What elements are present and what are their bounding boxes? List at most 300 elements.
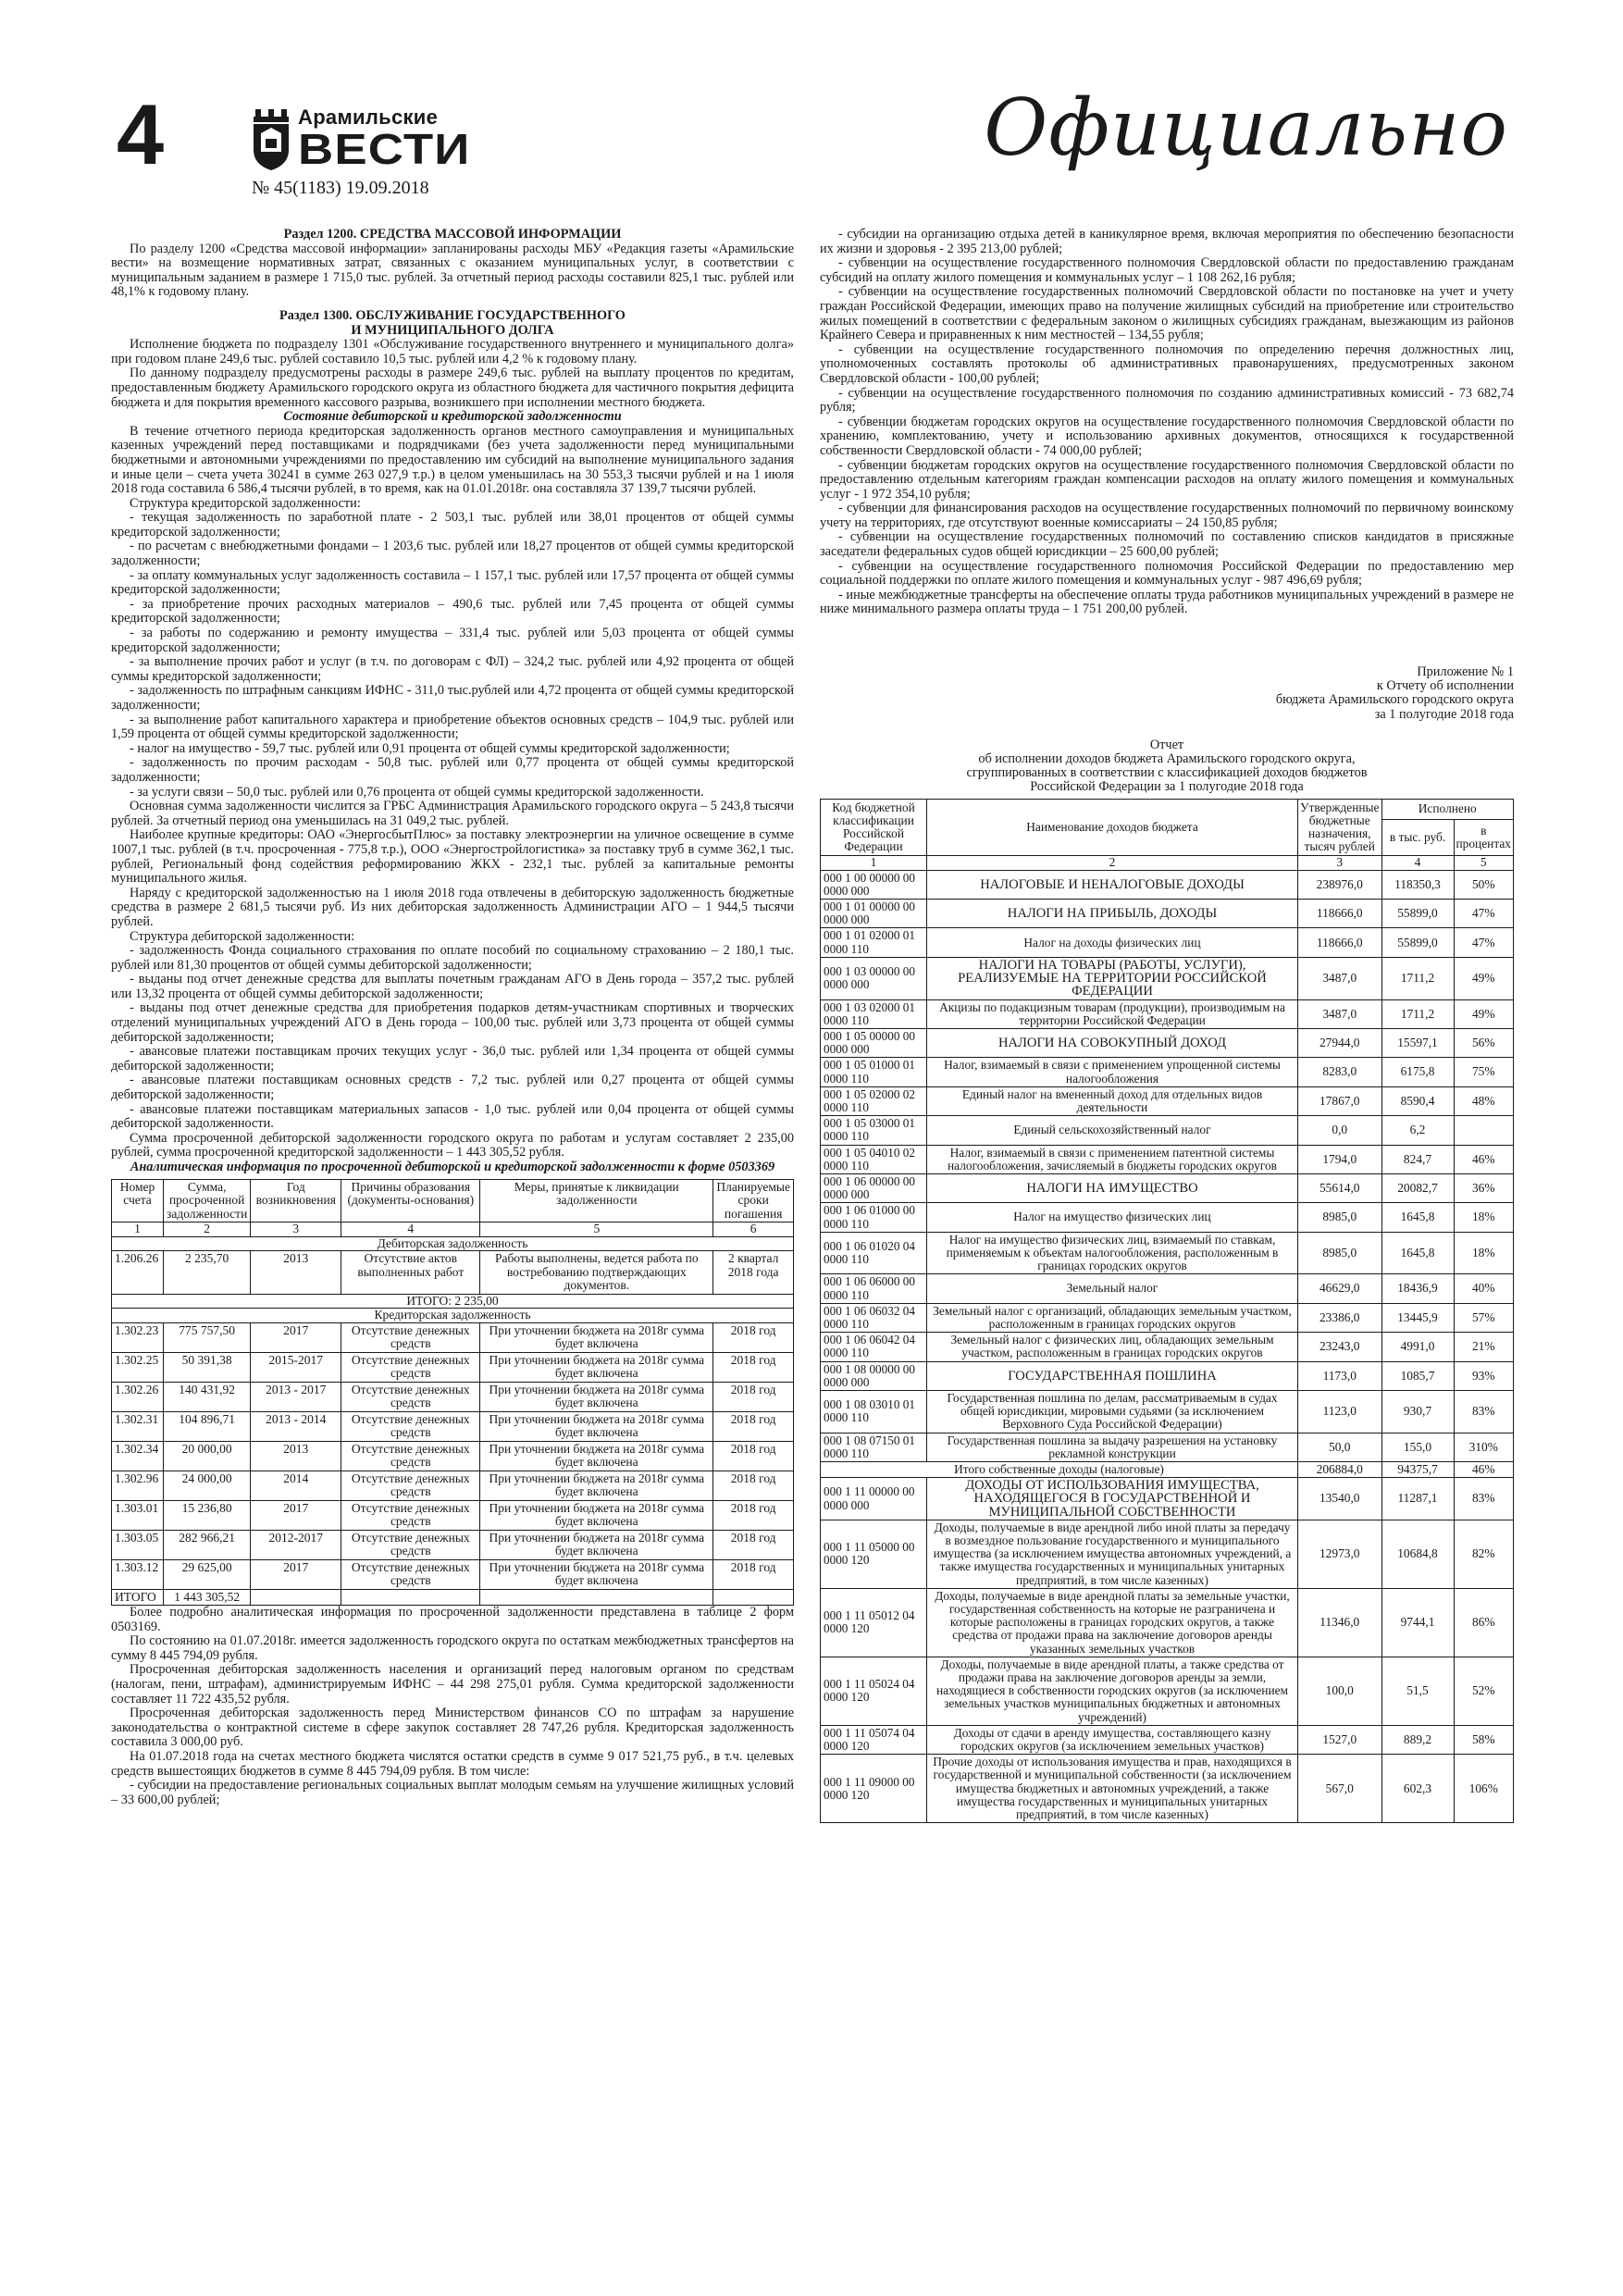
index-cell: 3: [251, 1222, 341, 1237]
term-cell: 2018 год: [713, 1441, 794, 1471]
account-number-cell: 1.302.31: [112, 1411, 164, 1441]
list-item: - выданы под отчет денежные средства для выплаты почетным гражданам АГО в День города – 357,2 тыс. рублей или 13,32 процента от общей суммы дебиторской задолженности;: [111, 972, 794, 1001]
report-title-line: Отчет: [1149, 737, 1184, 752]
budget-code-cell: 000 1 11 05012 04 0000 120: [821, 1588, 927, 1657]
total-row: [112, 1589, 794, 1606]
heading-section-1300-line2: И МУНИЦИПАЛЬНОГО ДОЛГА: [351, 322, 554, 338]
percent-cell: 46%: [1454, 1462, 1514, 1478]
masthead: [111, 82, 1512, 207]
term-cell: 2018 год: [713, 1471, 794, 1500]
year-cell: 2017: [251, 1322, 341, 1352]
overdue-debt-table: [111, 1179, 794, 1607]
paragraph: Структура кредиторской задолженности:: [130, 495, 361, 511]
list-item: - субсидии на организацию отдыха детей в каникулярное время, включая мероприятия по обеспечению безопасности их жизни и здоровья - 2 395 213,00 рублей;: [820, 227, 1514, 256]
percent-cell: 106%: [1454, 1755, 1514, 1823]
index-cell: 1: [112, 1222, 164, 1237]
col-header-code: Код бюджетной классификации Российской Федерации: [821, 799, 927, 856]
list-item: - за выполнение прочих работ и услуг (в т.ч. по договорам с ФЛ) – 324,2 тыс. рублей или 4,92 процента от общей суммы кредиторской задолженности;: [111, 654, 794, 684]
list-item: - субвенции на осуществление государственного полномочия Российской Федерации по предоставлению мер социальной поддержки по оплате жилого помещения и коммунальных услуг - 987 496,69 рубля;: [820, 558, 1514, 589]
plan-cell: 55614,0: [1298, 1173, 1382, 1202]
account-number-cell: 1.302.34: [112, 1441, 164, 1471]
report-title-line: Российской Федерации за 1 полугодие 2018 года: [1030, 779, 1304, 795]
percent-cell: 56%: [1454, 1028, 1514, 1057]
paragraph: По разделу 1200 «Средства массовой информации» запланированы расходы МБУ «Редакция газеты «Арамильские вести» на возмещение нормативных затрат, связанных с оказанием муниципальных услуг, в соответствии с муниципальным заданием в размере 1 715,0 тыс. рублей. За отчетный период расходы составили 825,1 тыс. рублей или 48,1% к годовому плану.: [111, 241, 794, 300]
debtor-total-row: [112, 1294, 794, 1309]
executed-cell: 1645,8: [1381, 1232, 1454, 1274]
measures-cell: При уточнении бюджета на 2018г сумма будет включена: [480, 1559, 713, 1589]
percent-cell: 48%: [1454, 1086, 1514, 1115]
list-item: - за услуги связи – 50,0 тыс. рублей или 0,76 процента от общей суммы кредиторской задолженности.: [130, 784, 704, 800]
subsidy-list: [820, 228, 1514, 617]
executed-cell: 1711,2: [1381, 999, 1454, 1028]
plan-cell: 27944,0: [1298, 1028, 1382, 1057]
income-name-cell: Государственная пошлина за выдачу разрешения на установку рекламной конструкции: [927, 1433, 1298, 1461]
plan-cell: 118666,0: [1298, 900, 1382, 928]
col-header-executed: Исполнено: [1381, 799, 1514, 820]
income-name-cell: Единый сельскохозяйственный налог: [927, 1116, 1298, 1145]
budget-code-cell: 000 1 11 05024 04 0000 120: [821, 1657, 927, 1725]
table-row: [821, 957, 1514, 999]
income-name-cell: Акцизы по подакцизным товарам (продукции), производимым на территории Российской Федерации: [927, 999, 1298, 1028]
index-cell: 5: [480, 1222, 713, 1237]
budget-code-cell: 000 1 06 06042 04 0000 110: [821, 1333, 927, 1361]
plan-cell: 46629,0: [1298, 1274, 1382, 1303]
income-name-cell: Государственная пошлина по делам, рассматриваемым в судах общей юрисдикции, мировыми судьями (за исключением Верховного Суда Российской Федерации): [927, 1390, 1298, 1433]
plan-cell: 238976,0: [1298, 870, 1382, 899]
empty-cell: [480, 1589, 713, 1606]
reason-cell: Отсутствие денежных средств: [341, 1382, 480, 1411]
col-header-name: Наименование доходов бюджета: [927, 799, 1298, 856]
executed-cell: 55899,0: [1381, 928, 1454, 957]
percent-cell: 83%: [1454, 1390, 1514, 1433]
year-cell: 2013 - 2014: [251, 1411, 341, 1441]
income-name-cell: Налог, взимаемый в связи с применением упрощенной системы налогообложения: [927, 1058, 1298, 1086]
table-row: [821, 1232, 1514, 1274]
income-name-cell: Прочие доходы от использования имущества и прав, находящихся в государственной и муниципальной собственности (за исключением имущества бюджетных и автономных учреждений, а также имущества государственных и муниципальных унитарных предприятий, в том числе казенных): [927, 1755, 1298, 1823]
col-header-thousands: в тыс. руб.: [1381, 820, 1454, 856]
percent-cell: 47%: [1454, 900, 1514, 928]
list-item: - субвенции бюджетам городских округов на осуществление государственного полномочия Свердловской области по хранению, комплектованию, учету и использованию архивных документов, относящихся к государственной собственности Свердловской области - 74 000,00 рублей;: [820, 414, 1514, 458]
plan-cell: 3487,0: [1298, 957, 1382, 999]
appendix-line: за 1 полугодие 2018 года: [1374, 706, 1514, 722]
executed-cell: 155,0: [1381, 1433, 1454, 1461]
plan-cell: 118666,0: [1298, 928, 1382, 957]
budget-code-cell: 000 1 01 00000 00 0000 000: [821, 900, 927, 928]
budget-code-cell: 000 1 05 03000 01 0000 110: [821, 1116, 927, 1145]
overdue-sum-cell: 104 896,71: [164, 1411, 251, 1441]
executed-cell: 1645,8: [1381, 1203, 1454, 1232]
executed-cell: 18436,9: [1381, 1274, 1454, 1303]
term-cell: 2018 год: [713, 1559, 794, 1589]
overdue-sum-cell: 2 235,70: [164, 1251, 251, 1295]
list-item: - за выполнение работ капитального характера и приобретение объектов основных средств – 104,9 тыс. рублей или 1,59 процента от общей суммы кредиторской задолженности;: [111, 712, 794, 742]
list-item: - субвенции на осуществление государственных полномочий по составлению списков кандидатов в присяжные заседатели федеральных судов общей юрисдикции – 25 600,00 рублей;: [820, 529, 1514, 560]
percent-cell: 21%: [1454, 1333, 1514, 1361]
year-cell: 2013 - 2017: [251, 1382, 341, 1411]
budget-code-cell: 000 1 11 05074 04 0000 120: [821, 1725, 927, 1754]
reason-cell: Отсутствие денежных средств: [341, 1411, 480, 1441]
executed-cell: 10684,8: [1381, 1520, 1454, 1588]
income-name-cell: Налог, взимаемый в связи с применением патентной системы налогообложения, зачисляемый в бюджеты городских округов: [927, 1145, 1298, 1173]
reason-cell: Отсутствие денежных средств: [341, 1559, 480, 1589]
empty-cell: [251, 1589, 341, 1606]
total-sum: 1 443 305,52: [164, 1589, 251, 1606]
list-item: - выданы под отчет денежные средства для приобретения подарков детям-участникам спортивных и творческих отделений муниципальных учреждений АГО в День города – 100,00 тыс. рублей или 3,73 процента от общей суммы дебиторской задолженности;: [111, 1000, 794, 1045]
income-name-cell: Единый налог на вмененный доход для отдельных видов деятельности: [927, 1086, 1298, 1115]
table-row: [112, 1500, 794, 1530]
list-item: - за работы по содержанию и ремонту имущества – 331,4 тыс. рублей или 5,03 процента от общей суммы кредиторской задолженности;: [111, 626, 794, 655]
list-item: - авансовые платежи поставщикам материальных запасов - 1,0 тыс. рублей или 0,04 процента от общей суммы дебиторской задолженности.: [111, 1101, 794, 1132]
executed-cell: 94375,7: [1381, 1462, 1454, 1478]
table-row: [821, 1588, 1514, 1657]
budget-code-cell: 000 1 08 07150 01 0000 110: [821, 1433, 927, 1461]
reason-cell: Отсутствие денежных средств: [341, 1471, 480, 1500]
reason-cell: Отсутствие денежных средств: [341, 1441, 480, 1471]
left-column: [111, 228, 794, 1807]
executed-cell: 11287,1: [1381, 1478, 1454, 1520]
table-row: [821, 1028, 1514, 1057]
plan-cell: 13540,0: [1298, 1478, 1382, 1520]
list-item: - субвенции на осуществление государственного полномочия по определению перечня должностных лиц, уполномоченных составлять протоколы об административных правонарушениях, предусмотренных законом Свердловской области - 100,00 рублей;: [820, 341, 1514, 386]
paragraph: Просроченная дебиторская задолженность населения и организаций перед налоговым органом по средствам (налогам, пени, штрафам), администрируемым ИФНС – 44 298 275,01 рубля. Сумма кредиторской задолженности составляет 11 722 435,52 рубля.: [111, 1662, 794, 1706]
measures-cell: При уточнении бюджета на 2018г сумма будет включена: [480, 1322, 713, 1352]
index-cell: 1: [821, 856, 927, 870]
table-row: [112, 1352, 794, 1382]
percent-cell: 86%: [1454, 1588, 1514, 1657]
list-item: - иные межбюджетные трансферты на обеспечение оплаты труда работников муниципальных учреждений в размере не ниже минимального размера оплаты труда – 1 751 200,00 рублей.: [820, 587, 1514, 617]
list-item: - авансовые платежи поставщикам основных средств - 7,2 тыс. рублей или 0,27 процента от общей суммы дебиторской задолженности;: [111, 1073, 794, 1103]
plan-cell: 23243,0: [1298, 1333, 1382, 1361]
coat-of-arms-icon: [252, 109, 291, 170]
total-label: ИТОГО: [112, 1589, 164, 1606]
table-row: [112, 1322, 794, 1352]
income-name-cell: ДОХОДЫ ОТ ИСПОЛЬЗОВАНИЯ ИМУЩЕСТВА, НАХОДЯЩЕГОСЯ В ГОСУДАРСТВЕННОЙ И МУНИЦИПАЛЬНОЙ СОБСТВЕННОСТИ: [927, 1478, 1298, 1520]
paragraph: Наиболее крупные кредиторы: ОАО «ЭнергосбытПлюс» за поставку электроэнергии на уличное освещение в сумме 1007,1 тыс. рублей (в т.ч. просроченная - 775,8 т.р.), ООО «Энергостройлогистика» за поставку труб в сумме 362,1 тыс. рублей, Региональный фонд содействия реформированию ЖКХ - 232,1 тыс. рублей за капитальные ремонты муниципального жилья.: [111, 827, 794, 887]
budget-code-cell: 000 1 05 04010 02 0000 110: [821, 1145, 927, 1173]
debt-table-body: [112, 1236, 794, 1606]
income-name-cell: Доходы, получаемые в виде арендной либо иной платы за передачу в возмездное пользование государственного и муниципального имущества (за исключением имущества автономных учреждений, а также имущества государственных и муниципальных унитарных предприятий, в том числе казенных): [927, 1520, 1298, 1588]
percent-cell: 47%: [1454, 928, 1514, 957]
executed-cell: 1711,2: [1381, 957, 1454, 999]
table-row: [112, 1471, 794, 1500]
list-item: - по расчетам с внебюджетными фондами – 1 203,6 тыс. рублей или 18,27 процентов от общей суммы кредиторской задолженности;: [111, 539, 794, 569]
percent-cell: 40%: [1454, 1274, 1514, 1303]
paragraph: Наряду с кредиторской задолженностью на 1 июля 2018 года отвлечены в дебиторскую задолженность бюджетные средства в размере 2 681,5 тысячи руб. Из них дебиторская задолженность Администрации АГО – 1 944,5 тысячи рублей.: [111, 885, 794, 929]
table-row: [112, 1559, 794, 1589]
overdue-sum-cell: 282 966,21: [164, 1530, 251, 1559]
list-item: - субвенции на осуществление государственного полномочия Свердловской области по предоставлению гражданам субсидий на оплату жилого помещения и коммунальных услуг – 1 108 262,16 рубля;: [820, 255, 1514, 285]
paragraph: Более подробно аналитическая информация по просроченной задолженности представлена в таблице 2 форм 0503169.: [111, 1605, 794, 1634]
budget-code-cell: 000 1 08 00000 00 0000 000: [821, 1361, 927, 1390]
executed-cell: 930,7: [1381, 1390, 1454, 1433]
year-cell: 2012-2017: [251, 1530, 341, 1559]
debtor-total-row-label: ИТОГО: 2 235,00: [112, 1294, 794, 1309]
list-item: - за приобретение прочих расходных материалов – 490,6 тыс. рублей или 7,45 процента от общей суммы кредиторской задолженности;: [111, 596, 794, 627]
measures-cell: При уточнении бюджета на 2018г сумма будет включена: [480, 1382, 713, 1411]
income-report-table: [820, 799, 1514, 1824]
index-cell: 2: [164, 1222, 251, 1237]
budget-code-cell: 000 1 06 01020 04 0000 110: [821, 1232, 927, 1274]
term-cell: 2018 год: [713, 1530, 794, 1559]
table-row: [821, 1173, 1514, 1202]
col-header: Номер счета: [112, 1179, 164, 1222]
table-row: [821, 999, 1514, 1028]
income-name-cell: Земельный налог: [927, 1274, 1298, 1303]
year-cell: 2014: [251, 1471, 341, 1500]
account-number-cell: 1.303.12: [112, 1559, 164, 1589]
budget-code-cell: 000 1 00 00000 00 0000 000: [821, 870, 927, 899]
subheading-debt-state: Состояние дебиторской и кредиторской задолженности: [283, 409, 622, 425]
measures-cell: При уточнении бюджета на 2018г сумма будет включена: [480, 1471, 713, 1500]
income-name-cell: НАЛОГИ НА ТОВАРЫ (РАБОТЫ, УСЛУГИ), РЕАЛИЗУЕМЫЕ НА ТЕРРИТОРИИ РОССИЙСКОЙ ФЕДЕРАЦИИ: [927, 957, 1298, 999]
term-cell: 2018 год: [713, 1322, 794, 1352]
issue-number-date: № 45(1183) 19.09.2018: [252, 178, 429, 198]
list-item: - задолженность Фонда социального страхования по оплате пособий по социальному страхованию – 2 180,1 тыс. рублей или 81,30 процентов от общей суммы дебиторской задолженности;: [111, 943, 794, 973]
account-number-cell: 1.206.26: [112, 1251, 164, 1295]
table-row: [821, 1755, 1514, 1823]
percent-cell: 57%: [1454, 1303, 1514, 1332]
col-header-percent: в процентах: [1454, 820, 1514, 856]
reason-cell: Отсутствие актов выполненных работ: [341, 1251, 480, 1295]
debtor-section-row-label: Дебиторская задолженность: [112, 1236, 794, 1251]
table-row: [821, 1433, 1514, 1461]
budget-code-cell: 000 1 03 00000 00 0000 000: [821, 957, 927, 999]
table-index-row: [821, 856, 1514, 870]
col-header-plan: Утвержденные бюджетные назначения, тысяч рублей: [1298, 799, 1382, 856]
creditor-structure-list: [111, 511, 794, 800]
appendix-line: к Отчету об исполнении: [1376, 678, 1514, 694]
executed-cell: 118350,3: [1381, 870, 1454, 899]
table-row: [821, 900, 1514, 928]
account-number-cell: 1.302.26: [112, 1382, 164, 1411]
plan-cell: 1173,0: [1298, 1361, 1382, 1390]
executed-cell: 9744,1: [1381, 1588, 1454, 1657]
measures-cell: При уточнении бюджета на 2018г сумма будет включена: [480, 1500, 713, 1530]
income-name-cell: НАЛОГИ НА ИМУЩЕСТВО: [927, 1173, 1298, 1202]
list-item: - субвенции на осуществление государственных полномочий Свердловской области по постановке на учет и учету граждан Российской Федерации, имеющих право на получение жилищных субсидий на приобретение или строительство жилых помещений в соответствии с федеральным законом о жилищных субсидиях гражданам, выезжающим из районов Крайнего Севера и приравненных к ним местностей – 134,55 рубля;: [820, 284, 1514, 343]
plan-cell: 8283,0: [1298, 1058, 1382, 1086]
income-name-cell: Доходы от сдачи в аренду имущества, составляющего казну городских округов (за исключением земельных участков): [927, 1725, 1298, 1754]
report-title-line: сгруппированных в соответствии с классификацией доходов бюджетов: [966, 765, 1368, 781]
paragraph: В течение отчетного периода кредиторская задолженность органов местного самоуправления и муниципальных казенных учреждений перед поставщиками и подрядчиками (без учета задолженности перед муниципальными бюджетными и автономными учреждениями по предоставлению им субсидий на выполнение муниципального задания и иные цели – счета учета 30241 в сумме 263 027,9 т.р.) в целом уменьшилась на 30 553,3 тысячи рублей и на 1 июля 2018 года составила 6 586,4 тысячи рублей, в то время, как на 01.01.2018г. она составляла 37 139,7 тысячи рублей.: [111, 423, 794, 497]
term-cell: 2018 год: [713, 1411, 794, 1441]
table-row: [112, 1441, 794, 1471]
account-number-cell: 1.302.23: [112, 1322, 164, 1352]
paragraph: Сумма просроченной дебиторской задолженности городского округа по работам и услугам составляет 2 235,00 рублей, сумма просроченной кредиторской задолженности – 1 443 305,52 рубля.: [111, 1130, 794, 1160]
executed-cell: 15597,1: [1381, 1028, 1454, 1057]
plan-cell: 50,0: [1298, 1433, 1382, 1461]
percent-cell: 58%: [1454, 1725, 1514, 1754]
empty-cell: [341, 1589, 480, 1606]
percent-cell: 49%: [1454, 957, 1514, 999]
percent-cell: 18%: [1454, 1203, 1514, 1232]
executed-cell: 602,3: [1381, 1755, 1454, 1823]
executed-cell: 13445,9: [1381, 1303, 1454, 1332]
budget-code-cell: 000 1 01 02000 01 0000 110: [821, 928, 927, 957]
overdue-sum-cell: 29 625,00: [164, 1559, 251, 1589]
budget-code-cell: 000 1 05 02000 02 0000 110: [821, 1086, 927, 1115]
term-cell: 2018 год: [713, 1382, 794, 1411]
table-row: [112, 1411, 794, 1441]
index-cell: 4: [1381, 856, 1454, 870]
year-cell: 2015-2017: [251, 1352, 341, 1382]
creditor-section-row: [112, 1309, 794, 1323]
index-cell: 5: [1454, 856, 1514, 870]
income-name-cell: НАЛОГИ НА ПРИБЫЛЬ, ДОХОДЫ: [927, 900, 1298, 928]
table-row: [821, 928, 1514, 957]
income-name-cell: ГОСУДАРСТВЕННАЯ ПОШЛИНА: [927, 1361, 1298, 1390]
income-name-cell: Доходы, получаемые в виде арендной платы, а также средства от продажи права на заключение договоров аренды за земли, находящиеся в собственности городских округов (за исключением земельных участков муниципальных бюджетных и автономных учреждений): [927, 1657, 1298, 1725]
table-row: [821, 1086, 1514, 1115]
list-item: - текущая задолженность по заработной плате - 2 503,1 тыс. рублей или 38,01 процентов от общей суммы кредиторской задолженности;: [111, 510, 794, 540]
percent-cell: 82%: [1454, 1520, 1514, 1588]
income-name-cell: НАЛОГОВЫЕ И НЕНАЛОГОВЫЕ ДОХОДЫ: [927, 870, 1298, 899]
term-cell: 2018 год: [713, 1500, 794, 1530]
col-header: Год возникновения: [251, 1179, 341, 1222]
table-row: [112, 1382, 794, 1411]
executed-cell: 1085,7: [1381, 1361, 1454, 1390]
measures-cell: При уточнении бюджета на 2018г сумма будет включена: [480, 1352, 713, 1382]
term-cell: 2018 год: [713, 1352, 794, 1382]
list-item: - налог на имущество - 59,7 тыс. рублей или 0,91 процента от общей суммы кредиторской задолженности;: [130, 740, 730, 756]
year-cell: 2017: [251, 1559, 341, 1589]
table-row: [112, 1251, 794, 1295]
section-title: Официально: [984, 82, 1508, 173]
paragraph: Просроченная дебиторская задолженность перед Министерством финансов СО по штрафам за нарушение законодательства о контрактной системе в сфере закупок составляет 28 747,26 рубля. Кредиторская задолженность составила 3 000,00 руб.: [111, 1706, 794, 1750]
index-cell: 3: [1298, 856, 1382, 870]
plan-cell: 100,0: [1298, 1657, 1382, 1725]
percent-cell: 310%: [1454, 1433, 1514, 1461]
budget-code-cell: 000 1 08 03010 01 0000 110: [821, 1390, 927, 1433]
paragraph: По состоянию на 01.07.2018г. имеется задолженность городского округа по остаткам межбюджетных трансфертов на сумму 8 445 794,09 рубля.: [111, 1633, 794, 1663]
table-row: [821, 1116, 1514, 1145]
reason-cell: Отсутствие денежных средств: [341, 1500, 480, 1530]
logo-small-text: Арамильские: [298, 105, 439, 129]
col-header: Сумма, просроченной задолженности: [164, 1179, 251, 1222]
heading-section-1300: Раздел 1300. ОБСЛУЖИВАНИЕ ГОСУДАРСТВЕННОГО: [279, 307, 626, 323]
year-cell: 2013: [251, 1441, 341, 1471]
plan-cell: 1794,0: [1298, 1145, 1382, 1173]
term-cell: 2 квартал 2018 года: [713, 1251, 794, 1295]
col-header: Причины образования (документы-основания): [341, 1179, 480, 1222]
table-row: [821, 1145, 1514, 1173]
own-total-label: Итого собственные доходы (налоговые): [821, 1462, 1298, 1478]
account-number-cell: 1.303.05: [112, 1530, 164, 1559]
index-cell: 6: [713, 1222, 794, 1237]
budget-code-cell: 000 1 06 01000 00 0000 110: [821, 1203, 927, 1232]
reason-cell: Отсутствие денежных средств: [341, 1352, 480, 1382]
budget-code-cell: 000 1 03 02000 01 0000 110: [821, 999, 927, 1028]
table-row: [821, 1725, 1514, 1754]
percent-cell: 18%: [1454, 1232, 1514, 1274]
reason-cell: Отсутствие денежных средств: [341, 1530, 480, 1559]
plan-cell: 12973,0: [1298, 1520, 1382, 1588]
account-number-cell: 1.303.01: [112, 1500, 164, 1530]
budget-code-cell: 000 1 05 01000 01 0000 110: [821, 1058, 927, 1086]
table-header-row: [112, 1179, 794, 1222]
list-item: - субвенции на осуществление государственного полномочия по созданию административных комиссий - 73 682,74 рубля;: [820, 385, 1514, 416]
col-header: Меры, принятые к ликвидации задолженности: [480, 1179, 713, 1222]
percent-cell: 93%: [1454, 1361, 1514, 1390]
income-name-cell: НАЛОГИ НА СОВОКУПНЫЙ ДОХОД: [927, 1028, 1298, 1057]
plan-cell: 206884,0: [1298, 1462, 1382, 1478]
paragraph: По данному подразделу предусмотрены расходы в размере 249,6 тыс. рублей на выплату процентов по кредитам, предоставленным бюджету Арамильского городского округа из областного бюджета для частичного покрытия дефицита бюджета и для покрытия временного кассового разрыва, возникшего при исполнении местного бюджета.: [111, 366, 794, 410]
table-index-row: [112, 1222, 794, 1237]
plan-cell: 11346,0: [1298, 1588, 1382, 1657]
executed-cell: 51,5: [1381, 1657, 1454, 1725]
empty-cell: [713, 1589, 794, 1606]
own-income-total-row: [821, 1462, 1514, 1478]
table-row: [821, 1058, 1514, 1086]
reason-cell: Отсутствие денежных средств: [341, 1322, 480, 1352]
income-name-cell: Земельный налог с физических лиц, обладающих земельным участком, расположенным в границах городских округов: [927, 1333, 1298, 1361]
budget-code-cell: 000 1 06 06000 00 0000 110: [821, 1274, 927, 1303]
list-item: - за оплату коммунальных услуг задолженность составила – 1 157,1 тыс. рублей или 17,57 процента от общей суммы кредиторской задолженности;: [111, 567, 794, 598]
percent-cell: 50%: [1454, 870, 1514, 899]
table-row: [821, 1657, 1514, 1725]
income-name-cell: Налог на доходы физических лиц: [927, 928, 1298, 957]
plan-cell: 1123,0: [1298, 1390, 1382, 1433]
page-number: 4: [117, 88, 165, 182]
budget-code-cell: 000 1 06 00000 00 0000 000: [821, 1173, 927, 1202]
percent-cell: [1454, 1116, 1514, 1145]
right-column: [820, 228, 1514, 1823]
table-row: [821, 1274, 1514, 1303]
report-title: [820, 738, 1514, 795]
index-cell: 2: [927, 856, 1298, 870]
measures-cell: При уточнении бюджета на 2018г сумма будет включена: [480, 1411, 713, 1441]
table-row: [821, 1361, 1514, 1390]
percent-cell: 52%: [1454, 1657, 1514, 1725]
budget-code-cell: 000 1 11 00000 00 0000 000: [821, 1478, 927, 1520]
overdue-sum-cell: 20 000,00: [164, 1441, 251, 1471]
executed-cell: 4991,0: [1381, 1333, 1454, 1361]
income-name-cell: Налог на имущество физических лиц, взимаемый по ставкам, применяемым к объектам налогообложения, расположенным в границах городских округов: [927, 1232, 1298, 1274]
year-cell: 2013: [251, 1251, 341, 1295]
overdue-sum-cell: 775 757,50: [164, 1322, 251, 1352]
debtor-section-row: [112, 1236, 794, 1251]
appendix-line: бюджета Арамильского городского округа: [1275, 692, 1514, 708]
plan-cell: 1527,0: [1298, 1725, 1382, 1754]
executed-cell: 824,7: [1381, 1145, 1454, 1173]
account-number-cell: 1.302.96: [112, 1471, 164, 1500]
table-row: [821, 1303, 1514, 1332]
list-item: - задолженность по прочим расходам - 50,8 тыс. рублей или 0,77 процента от общей суммы кредиторской задолженности;: [111, 755, 794, 785]
table-row: [112, 1530, 794, 1559]
plan-cell: 17867,0: [1298, 1086, 1382, 1115]
percent-cell: 75%: [1454, 1058, 1514, 1086]
income-name-cell: Налог на имущество физических лиц: [927, 1203, 1298, 1232]
list-item: - субвенции для финансирования расходов на осуществление государственных полномочий по первичному воинскому учету на территориях, где отсутствуют военные комиссариаты – 24 150,85 рубля;: [820, 501, 1514, 530]
paragraph: Исполнение бюджета по подразделу 1301 «Обслуживание государственного внутреннего и муниципального долга» при годовом плане 249,6 тыс. рублей составило 10,5 тыс. рублей или 4,2 % к годовому плану.: [111, 337, 794, 366]
executed-cell: 20082,7: [1381, 1173, 1454, 1202]
paragraph: На 01.07.2018 года на счетах местного бюджета числятся остатки средств в сумме 9 017 521,75 руб., в т.ч. целевых средств вышестоящих бюджетов в сумме 8 445 794,09 рубля. В том числе:: [111, 1749, 794, 1779]
year-cell: 2017: [251, 1500, 341, 1530]
paragraph: Основная сумма задолженности числится за ГРБС Администрация Арамильского городского округа – 5 243,8 тысячи рублей. За отчетный период она уменьшилась на 31 049,2 тыс. рублей.: [111, 799, 794, 828]
logo-big-text: ВЕСТИ: [298, 125, 471, 173]
table-row: [821, 1478, 1514, 1520]
subheading-analytics: Аналитическая информация по просроченной дебиторской и кредиторской задолженности к форме 0503369: [130, 1160, 775, 1174]
table-header-row: [821, 799, 1514, 820]
paragraph: - субсидии на предоставление региональных социальных выплат молодым семьям на улучшение жилищных условий – 33 600,00 рублей;: [111, 1778, 794, 1807]
newspaper-logo: [252, 104, 483, 172]
income-name-cell: Земельный налог с организаций, обладающих земельным участком, расположенным в границах городских округов: [927, 1303, 1298, 1332]
budget-code-cell: 000 1 06 06032 04 0000 110: [821, 1303, 927, 1332]
overdue-sum-cell: 15 236,80: [164, 1500, 251, 1530]
executed-cell: 6175,8: [1381, 1058, 1454, 1086]
index-cell: 4: [341, 1222, 480, 1237]
executed-cell: 8590,4: [1381, 1086, 1454, 1115]
